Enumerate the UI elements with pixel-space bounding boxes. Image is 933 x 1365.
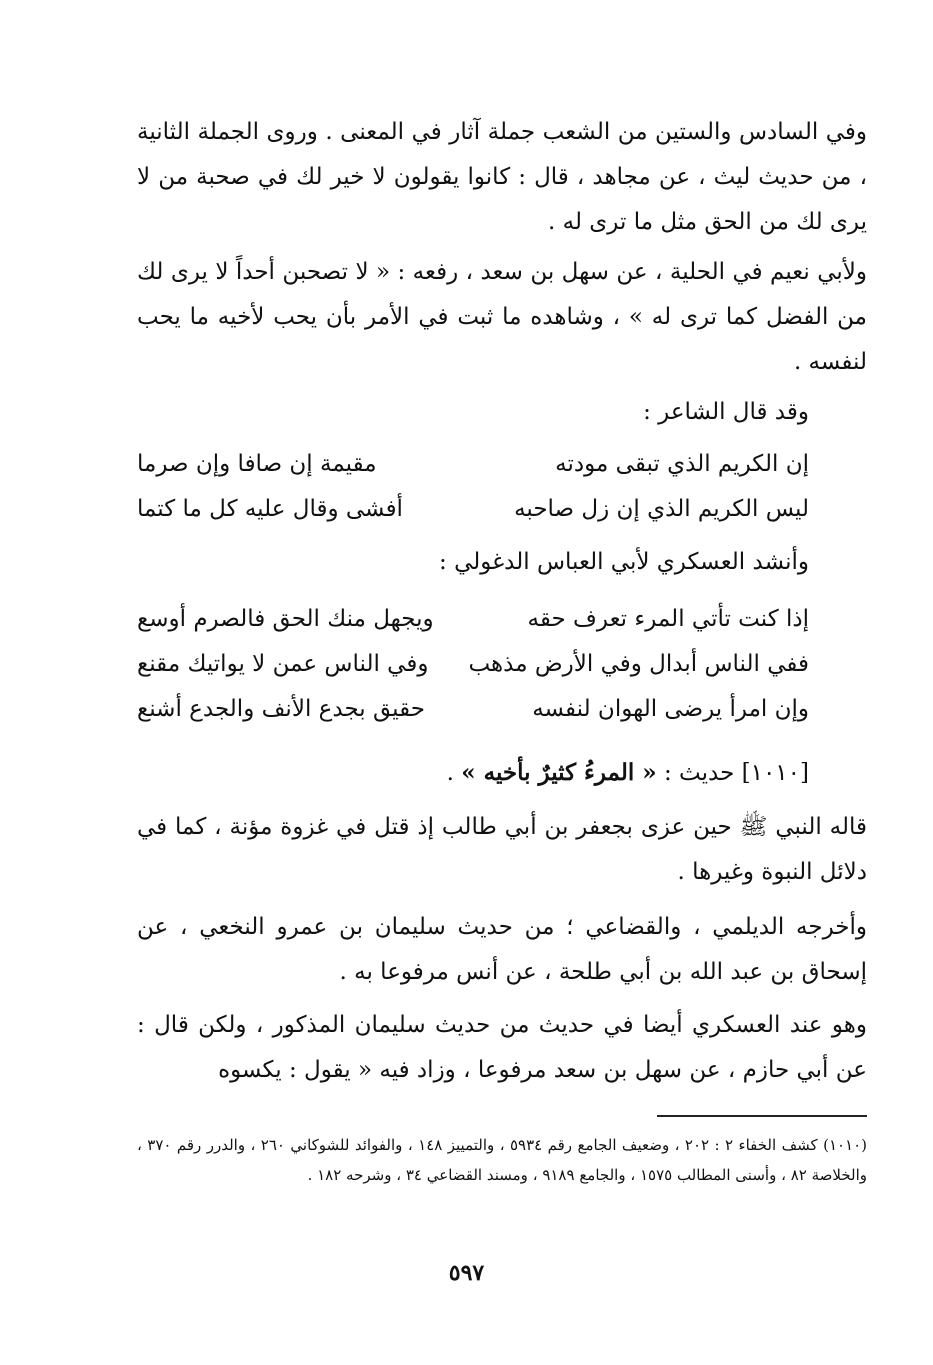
hadith-number: [١٠١٠]: [741, 760, 809, 786]
paragraph-askari: وهو عند العسكري أيضا في حديث من حديث سليمان المذكور ، ولكن قال : عن أبي حازم ، عن سهل بن سعد مرفوعا ، وزاد فيه « يقول : يكسوه: [137, 1012, 867, 1083]
verse-second-hemistich: مقيمة إن صافا وإن صرما: [137, 451, 377, 477]
verse-second-hemistich: حقيق بجدع الأنف والجدع أشنع: [137, 696, 425, 722]
paragraph-hilya: ولأبي نعيم في الحلية ، عن سهل بن سعد ، رفعه : « لا تصحبن أحداً لا يرى لك من الفضل كما ترى له » ، وشاهده ما ثبت في الأمر بأن يحب لأخيه ما يحب لنفسه .: [137, 259, 867, 375]
page-number: ٥٩٧: [448, 1260, 485, 1286]
verse: [137, 442, 809, 487]
verse-second-hemistich: وفي الناس عمن لا يواتيك مقنع: [137, 651, 429, 677]
verse-first-hemistich: ففي الناس أبدال وفي الأرض مذهب: [468, 651, 809, 677]
verse: [137, 642, 809, 687]
verse-first-hemistich: إذا كنت تأتي المرء تعرف حقه: [527, 606, 809, 632]
verse-first-hemistich: ليس الكريم الذي إن زل صاحبه: [514, 496, 809, 522]
hadith-end: .: [446, 760, 454, 786]
footnote: (١٠١٠) كشف الخفاء ٢ : ٢٠٢ ، وضعيف الجامع رقم ٥٩٣٤ ، والتمييز ١٤٨ ، والفوائد للشوكاني ٢٦٠ ، والدرر رقم ٣٧٠ ، والخلاصة ٨٢ ، وأسنى المطالب ١٥٧٥ ، والجامع ٩١٨٩ ، ومسند القضاعي ٣٤ ، وشرحه ١٨٢ .: [137, 1136, 868, 1184]
footnote-divider: [657, 1115, 867, 1117]
poem-karim: [137, 442, 809, 532]
paragraph-poet-intro: وقد قال الشاعر :: [643, 399, 809, 425]
paragraph-shuab: وفي السادس والستين من الشعب جملة آثار في المعنى . وروى الجملة الثانية ، من حديث ليث ، عن مجاهد ، قال : كانوا يقولون لا خير لك في صحبة من لا يرى لك من الحق مثل ما ترى له .: [137, 119, 867, 235]
hadith-label: حديث :: [663, 760, 735, 786]
hadith-quote: « المرءُ كثيرٌ بأخيه »: [461, 759, 657, 786]
verse-first-hemistich: وإن امرأ يرضى الهوان لنفسه: [532, 696, 809, 722]
verse: [137, 687, 809, 732]
paragraph-askari-intro: وأنشد العسكري لأبي العباس الدغولي :: [439, 549, 809, 575]
paragraph-nabi: قاله النبي ﷺ حين عزى بجعفر بن أبي طالب إذ قتل في غزوة مؤنة ، كما في دلائل النبوة وغيرها .: [137, 814, 867, 885]
hadith-heading: [137, 750, 809, 796]
verse: [137, 597, 809, 642]
poem-dughuli: [137, 597, 809, 732]
paragraph-daylami: وأخرجه الديلمي ، والقضاعي ؛ من حديث سليمان بن عمرو النخعي ، عن إسحاق بن عبد الله بن أبي طلحة ، عن أنس مرفوعا به .: [137, 914, 867, 985]
verse-second-hemistich: ويجهل منك الحق فالصرم أوسع: [137, 606, 434, 632]
verse: [137, 487, 809, 532]
verse-second-hemistich: أفشى وقال عليه كل ما كتما: [137, 496, 403, 522]
verse-first-hemistich: إن الكريم الذي تبقى مودته: [555, 451, 809, 477]
